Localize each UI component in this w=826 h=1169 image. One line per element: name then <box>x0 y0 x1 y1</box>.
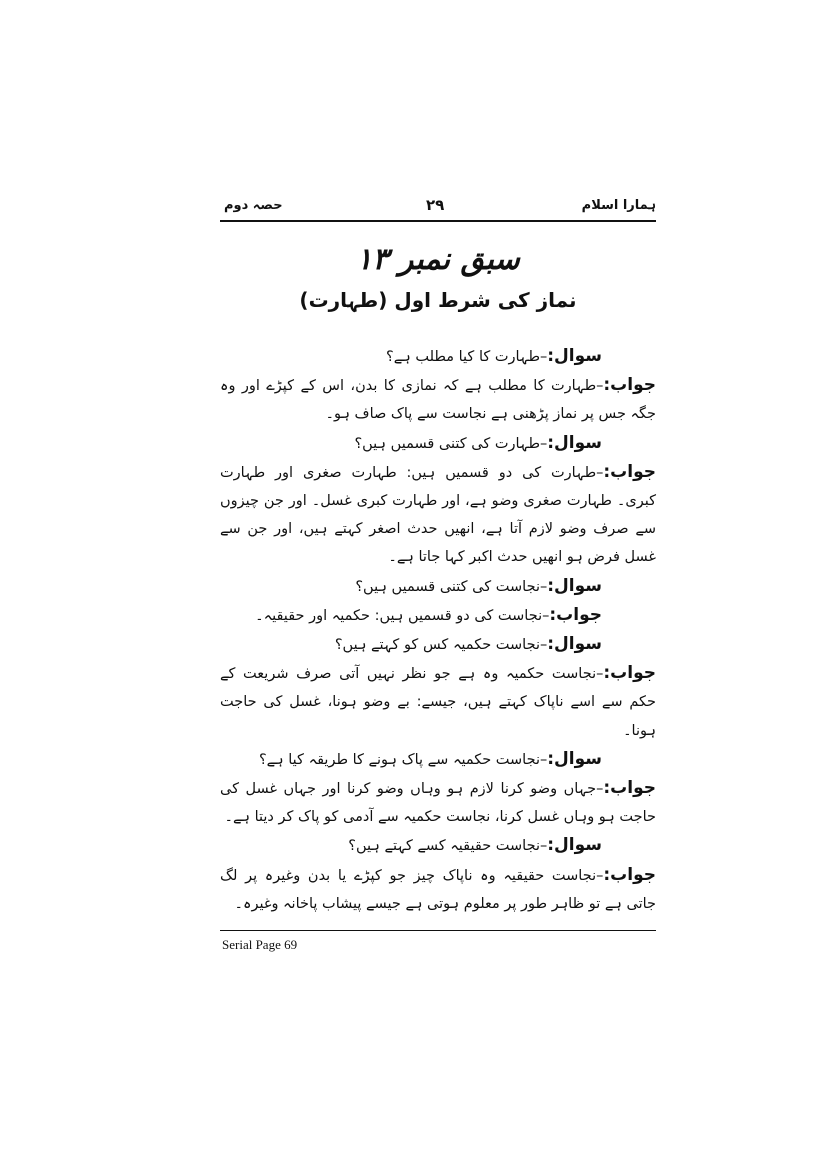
answer <box>220 659 656 745</box>
answer-label: جواب: <box>603 375 656 396</box>
answer-text: –طہارت کا مطلب ہے کہ نمازی کا بدن، اس کے کپڑے اور وہ جگہ جس پر نماز پڑھنی ہے نجاست سے پاک صاف ہو۔ <box>220 378 656 423</box>
question-label: سوال: <box>547 835 602 856</box>
answer-label: جواب: <box>549 604 602 625</box>
question-label: سوال: <box>547 432 602 453</box>
lesson-title: سبق نمبر ۱۳ <box>356 242 520 277</box>
answer-label: جواب: <box>603 461 656 482</box>
question <box>220 342 656 371</box>
question-text: –نجاست حکمیہ سے پاک ہونے کا طریقہ کیا ہے؟ <box>258 751 548 768</box>
answer <box>220 774 656 831</box>
answer-label: جواب: <box>603 778 656 799</box>
question-text: –طہارت کا کیا مطلب ہے؟ <box>386 349 548 365</box>
question-label: سوال: <box>547 575 602 596</box>
answer-text: –جہاں وضو کرنا لازم ہو وہاں وضو کرنا اور جہاں غسل کی حاجت ہو وہاں غسل کرنا، نجاست حکمیہ سے آدمی کو پاک کر دیتا ہے۔ <box>220 781 656 826</box>
answer-text: –نجاست کی دو قسمیں ہیں: حکمیہ اور حقیقیہ۔ <box>255 607 550 624</box>
question-label: سوال: <box>547 634 602 655</box>
running-header <box>220 194 656 218</box>
question-text: –نجاست کی کتنی قسمیں ہیں؟ <box>355 578 548 595</box>
answer <box>220 861 656 918</box>
question-text: –نجاست حقیقیہ کسے کہتے ہیں؟ <box>348 838 548 855</box>
question <box>220 572 656 601</box>
answer-label: جواب: <box>603 864 656 885</box>
question <box>220 429 656 458</box>
book-page <box>220 190 656 970</box>
footer-rule <box>220 930 656 931</box>
question <box>220 831 656 860</box>
header-part: حصہ دوم <box>224 198 283 213</box>
lesson-subtitle: نماز کی شرط اول (طہارت) <box>299 288 577 312</box>
answer-text: –طہارت کی دو قسمیں ہیں: طہارت صغری اور طہارت کبری۔ طہارت صغری وضو ہے، اور طہارت کبری غسل۔ اور جن چیزوں سے صرف وضو لازم آتا ہے، انھیں حدث اصغر کہتے ہیں، اور جن سے غسل فرض ہو انھیں حدث اکبر کہا جاتا ہے۔ <box>220 464 656 566</box>
question-label: سوال: <box>547 346 602 366</box>
answer <box>220 458 656 572</box>
answer-text: –نجاست حقیقیہ وہ ناپاک چیز جو کپڑے یا بدن وغیرہ پر لگ جاتی ہے تو ظاہر طور پر معلوم ہوتی ہے جیسے پیشاب پاخانہ وغیرہ۔ <box>220 867 656 912</box>
answer-text: –نجاست حکمیہ وہ ہے جو نظر نہیں آتی صرف شریعت کے حکم سے اسے ناپاک کہتے ہیں، جیسے: بے وضو ہونا، غسل کی حاجت ہونا۔ <box>220 666 656 739</box>
serial-page-label: Serial Page 69 <box>222 937 298 952</box>
answer-label: جواب: <box>603 663 656 684</box>
page-number: ۲۹ <box>426 196 445 214</box>
answer <box>220 371 656 428</box>
header-book-title: ہمارا اسلام <box>581 198 656 213</box>
question <box>220 630 656 659</box>
qa-body <box>220 342 656 918</box>
answer <box>220 601 656 630</box>
question <box>220 745 656 774</box>
question-text: –طہارت کی کتنی قسمیں ہیں؟ <box>354 435 548 452</box>
question-text: –نجاست حکمیہ کس کو کہتے ہیں؟ <box>334 637 548 654</box>
question-label: سوال: <box>547 748 602 769</box>
header-rule <box>220 220 656 222</box>
